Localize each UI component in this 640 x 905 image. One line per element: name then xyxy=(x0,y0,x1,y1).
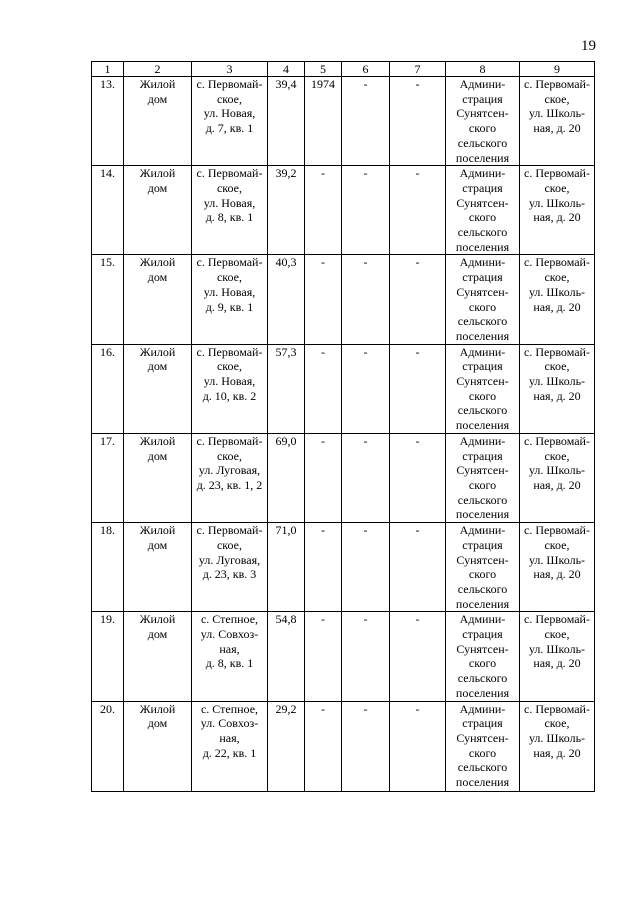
holder-cell xyxy=(446,701,520,791)
column-6-cell: - xyxy=(342,433,390,522)
cell-line: д. 8, кв. 1 xyxy=(205,656,254,671)
table-row xyxy=(92,433,595,522)
cell-line: ского xyxy=(468,299,497,314)
object-type-cell xyxy=(124,344,192,433)
holder-address-cell xyxy=(520,166,595,255)
area-cell: 39,4 xyxy=(268,77,305,166)
cell-line: поселения xyxy=(455,775,510,790)
cell-line: Админи- xyxy=(459,433,506,448)
cell-line: ул. Новая, xyxy=(203,106,256,121)
cell-line: сельского xyxy=(457,135,508,150)
cell-line: Сунятсен- xyxy=(456,463,509,478)
table-row xyxy=(92,344,595,433)
cell-line: страция xyxy=(462,537,503,552)
cell-line: Жилой xyxy=(139,433,176,448)
cell-line: ул. Школь- xyxy=(528,641,586,656)
cell-line: д. 10, кв. 2 xyxy=(202,388,257,403)
cell-line: ское, xyxy=(216,180,243,195)
cell-line: сельского xyxy=(457,581,508,596)
cell-line: сельского xyxy=(457,403,508,418)
cell-line: ского xyxy=(468,388,497,403)
object-type-cell xyxy=(124,612,192,701)
cell-line: с. Степное, xyxy=(200,701,259,716)
cell-line: с. Первомай- xyxy=(196,433,263,448)
column-header: 9 xyxy=(520,62,595,77)
cell-line: ул. Школь- xyxy=(528,284,586,299)
cell-line: ул. Совхоз- xyxy=(200,716,259,731)
cell-line: ского xyxy=(468,745,497,760)
cell-line: дом xyxy=(147,716,168,731)
cell-line: ул. Новая, xyxy=(203,374,256,389)
cell-line: сельского xyxy=(457,671,508,686)
cell-line: дом xyxy=(147,270,168,285)
year-cell: - xyxy=(305,523,342,612)
cell-line: с. Первомай- xyxy=(196,77,263,91)
cell-line: Админи- xyxy=(459,523,506,538)
year-cell: - xyxy=(305,344,342,433)
cell-line: ул. Совхоз- xyxy=(200,627,259,642)
year-cell: - xyxy=(305,612,342,701)
cell-line: ная, xyxy=(219,641,240,656)
cell-line: ское, xyxy=(544,448,570,463)
column-7-cell: - xyxy=(390,344,446,433)
cell-line: ское, xyxy=(216,91,243,106)
cell-line: ское, xyxy=(544,180,570,195)
cell-line: ул. Школь- xyxy=(528,195,586,210)
cell-line: ная, xyxy=(219,730,240,745)
cell-line: поселения xyxy=(455,418,510,433)
table-row xyxy=(92,523,595,612)
cell-line: с. Первомай- xyxy=(524,701,590,716)
cell-line: с. Первомай- xyxy=(524,433,590,448)
row-number-cell: 15. xyxy=(92,255,124,344)
area-cell: 54,8 xyxy=(268,612,305,701)
row-number-cell: 18. xyxy=(92,523,124,612)
cell-line: Сунятсен- xyxy=(456,730,509,745)
table-row xyxy=(92,255,595,344)
table-row xyxy=(92,77,595,166)
cell-line: Админи- xyxy=(459,255,506,270)
cell-line: ского xyxy=(468,477,497,492)
cell-line: ул. Новая, xyxy=(203,284,256,299)
object-type-cell xyxy=(124,523,192,612)
cell-line: с. Первомай- xyxy=(524,344,590,359)
cell-line: ул. Школь- xyxy=(528,106,586,121)
cell-line: д. 9, кв. 1 xyxy=(205,299,254,314)
address-cell xyxy=(192,344,268,433)
column-7-cell: - xyxy=(390,166,446,255)
cell-line: ул. Школь- xyxy=(528,463,586,478)
cell-line: ная, д. 20 xyxy=(533,121,581,136)
area-cell: 29,2 xyxy=(268,701,305,791)
column-header: 3 xyxy=(192,62,268,77)
column-7-cell: - xyxy=(390,433,446,522)
cell-line: ское, xyxy=(216,448,243,463)
cell-line: дом xyxy=(147,627,168,642)
cell-line: ское, xyxy=(544,91,570,106)
cell-line: д. 22, кв. 1 xyxy=(202,745,257,760)
column-header: 2 xyxy=(124,62,192,77)
cell-line: ское, xyxy=(216,537,243,552)
holder-cell xyxy=(446,612,520,701)
row-number-cell: 17. xyxy=(92,433,124,522)
cell-line: страция xyxy=(462,359,503,374)
cell-line: Жилой xyxy=(139,612,176,627)
object-type-cell xyxy=(124,77,192,166)
holder-cell xyxy=(446,344,520,433)
cell-line: ная, д. 20 xyxy=(533,656,581,671)
cell-line: ная, д. 20 xyxy=(533,477,581,492)
object-type-cell xyxy=(124,701,192,791)
address-cell xyxy=(192,255,268,344)
cell-line: ское, xyxy=(544,627,570,642)
cell-line: поселения xyxy=(455,239,510,254)
column-header: 1 xyxy=(92,62,124,77)
cell-line: с. Первомай- xyxy=(524,166,590,181)
table-row xyxy=(92,701,595,791)
column-6-cell: - xyxy=(342,612,390,701)
cell-line: поселения xyxy=(455,507,510,522)
holder-address-cell xyxy=(520,523,595,612)
holder-cell xyxy=(446,433,520,522)
cell-line: Сунятсен- xyxy=(456,641,509,656)
cell-line: д. 8, кв. 1 xyxy=(205,210,254,225)
cell-line: ная, д. 20 xyxy=(533,210,581,225)
area-cell: 71,0 xyxy=(268,523,305,612)
area-cell: 40,3 xyxy=(268,255,305,344)
cell-line: страция xyxy=(462,180,503,195)
cell-line: ское, xyxy=(216,359,243,374)
cell-line: Жилой xyxy=(139,344,176,359)
cell-line: страция xyxy=(462,270,503,285)
cell-line: ское, xyxy=(216,270,243,285)
cell-line: Сунятсен- xyxy=(456,374,509,389)
cell-line: с. Первомай- xyxy=(524,255,590,270)
object-type-cell xyxy=(124,166,192,255)
cell-line: Жилой xyxy=(139,255,176,270)
column-header: 6 xyxy=(342,62,390,77)
cell-line: поселения xyxy=(455,685,510,700)
cell-line: с. Первомай- xyxy=(196,523,263,538)
holder-address-cell xyxy=(520,701,595,791)
cell-line: сельского xyxy=(457,492,508,507)
area-cell: 69,0 xyxy=(268,433,305,522)
cell-line: дом xyxy=(147,180,168,195)
cell-line: дом xyxy=(147,448,168,463)
cell-line: дом xyxy=(147,91,168,106)
cell-line: с. Первомай- xyxy=(524,523,590,538)
cell-line: страция xyxy=(462,716,503,731)
column-header: 7 xyxy=(390,62,446,77)
cell-line: страция xyxy=(462,91,503,106)
cell-line: страция xyxy=(462,448,503,463)
cell-line: ского xyxy=(468,210,497,225)
holder-cell xyxy=(446,166,520,255)
row-number-cell: 14. xyxy=(92,166,124,255)
cell-line: сельского xyxy=(457,314,508,329)
address-cell xyxy=(192,701,268,791)
cell-line: Админи- xyxy=(459,701,506,716)
cell-line: поселения xyxy=(455,596,510,611)
cell-line: Сунятсен- xyxy=(456,284,509,299)
cell-line: дом xyxy=(147,359,168,374)
cell-line: ул. Луговая, xyxy=(198,463,261,478)
cell-line: поселения xyxy=(455,328,510,343)
cell-line: с. Первомай- xyxy=(196,344,263,359)
cell-line: Админи- xyxy=(459,77,506,91)
holder-address-cell xyxy=(520,255,595,344)
holder-cell xyxy=(446,523,520,612)
cell-line: ское, xyxy=(544,716,570,731)
year-cell: - xyxy=(305,433,342,522)
cell-line: сельского xyxy=(457,760,508,775)
cell-line: с. Первомай- xyxy=(524,612,590,627)
cell-line: ул. Луговая, xyxy=(198,552,261,567)
cell-line: с. Первомай- xyxy=(524,77,590,91)
column-7-cell: - xyxy=(390,612,446,701)
cell-line: сельского xyxy=(457,225,508,240)
column-6-cell: - xyxy=(342,523,390,612)
holder-address-cell xyxy=(520,612,595,701)
cell-line: с. Степное, xyxy=(200,612,259,627)
column-7-cell: - xyxy=(390,523,446,612)
address-cell xyxy=(192,166,268,255)
area-cell: 39,2 xyxy=(268,166,305,255)
cell-line: д. 23, кв. 1, 2 xyxy=(196,477,263,492)
year-cell: - xyxy=(305,701,342,791)
cell-line: Жилой xyxy=(139,166,176,181)
cell-line: страция xyxy=(462,627,503,642)
row-number-cell: 20. xyxy=(92,701,124,791)
holder-cell xyxy=(446,77,520,166)
cell-line: Жилой xyxy=(139,701,176,716)
cell-line: Жилой xyxy=(139,523,176,538)
column-header: 5 xyxy=(305,62,342,77)
cell-line: д. 7, кв. 1 xyxy=(205,121,254,136)
address-cell xyxy=(192,523,268,612)
column-6-cell: - xyxy=(342,701,390,791)
address-cell xyxy=(192,433,268,522)
cell-line: ское, xyxy=(544,359,570,374)
cell-line: ная, д. 20 xyxy=(533,388,581,403)
cell-line: ная, д. 20 xyxy=(533,745,581,760)
cell-line: Сунятсен- xyxy=(456,106,509,121)
property-registry-table xyxy=(91,61,595,792)
cell-line: ское, xyxy=(544,270,570,285)
holder-address-cell xyxy=(520,433,595,522)
header-row xyxy=(92,62,595,77)
cell-line: Админи- xyxy=(459,612,506,627)
table-body xyxy=(92,77,595,792)
page-number: 19 xyxy=(581,38,596,54)
holder-address-cell xyxy=(520,344,595,433)
table-row xyxy=(92,166,595,255)
year-cell: 1974 xyxy=(305,77,342,166)
column-header: 8 xyxy=(446,62,520,77)
cell-line: д. 23, кв. 3 xyxy=(202,567,257,582)
column-7-cell: - xyxy=(390,255,446,344)
cell-line: поселения xyxy=(455,150,510,165)
table-row xyxy=(92,612,595,701)
cell-line: ная, д. 20 xyxy=(533,567,581,582)
cell-line: ул. Школь- xyxy=(528,552,586,567)
cell-line: Админи- xyxy=(459,344,506,359)
column-header: 4 xyxy=(268,62,305,77)
address-cell xyxy=(192,612,268,701)
holder-address-cell xyxy=(520,77,595,166)
address-cell xyxy=(192,77,268,166)
cell-line: ул. Школь- xyxy=(528,730,586,745)
cell-line: дом xyxy=(147,537,168,552)
cell-line: ское, xyxy=(544,537,570,552)
cell-line: ского xyxy=(468,567,497,582)
year-cell: - xyxy=(305,255,342,344)
column-6-cell: - xyxy=(342,344,390,433)
cell-line: Сунятсен- xyxy=(456,195,509,210)
row-number-cell: 16. xyxy=(92,344,124,433)
cell-line: ул. Школь- xyxy=(528,374,586,389)
cell-line: ная, д. 20 xyxy=(533,299,581,314)
cell-line: Сунятсен- xyxy=(456,552,509,567)
cell-line: ского xyxy=(468,656,497,671)
column-6-cell: - xyxy=(342,77,390,166)
object-type-cell xyxy=(124,255,192,344)
cell-line: Жилой xyxy=(139,77,176,91)
column-6-cell: - xyxy=(342,255,390,344)
area-cell: 57,3 xyxy=(268,344,305,433)
cell-line: с. Первомай- xyxy=(196,166,263,181)
holder-cell xyxy=(446,255,520,344)
row-number-cell: 19. xyxy=(92,612,124,701)
column-7-cell: - xyxy=(390,701,446,791)
object-type-cell xyxy=(124,433,192,522)
year-cell: - xyxy=(305,166,342,255)
cell-line: с. Первомай- xyxy=(196,255,263,270)
cell-line: Админи- xyxy=(459,166,506,181)
row-number-cell: 13. xyxy=(92,77,124,166)
column-7-cell: - xyxy=(390,77,446,166)
column-6-cell: - xyxy=(342,166,390,255)
cell-line: ского xyxy=(468,121,497,136)
cell-line: ул. Новая, xyxy=(203,195,256,210)
